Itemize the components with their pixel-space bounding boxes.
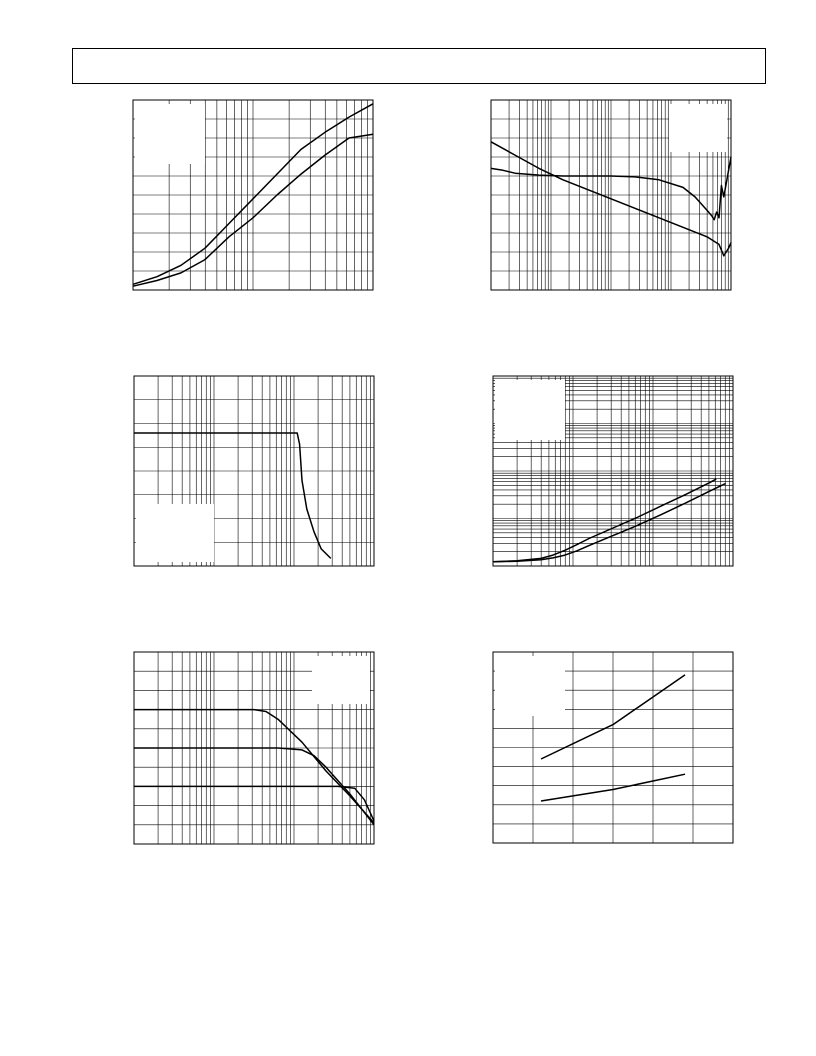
chart-5 bbox=[134, 652, 374, 844]
chart-4 bbox=[493, 376, 733, 566]
legend-box bbox=[136, 504, 214, 562]
series-line-3 bbox=[134, 786, 374, 821]
legend-box bbox=[135, 104, 205, 164]
series-line-1 bbox=[134, 710, 374, 823]
legend-box bbox=[495, 656, 565, 716]
chart-6 bbox=[493, 652, 733, 843]
legend-box bbox=[495, 380, 565, 440]
chart-3 bbox=[134, 376, 374, 566]
legend-box bbox=[669, 104, 727, 152]
chart-1 bbox=[133, 100, 373, 290]
chart-2 bbox=[491, 100, 731, 290]
legend-box bbox=[312, 656, 370, 704]
